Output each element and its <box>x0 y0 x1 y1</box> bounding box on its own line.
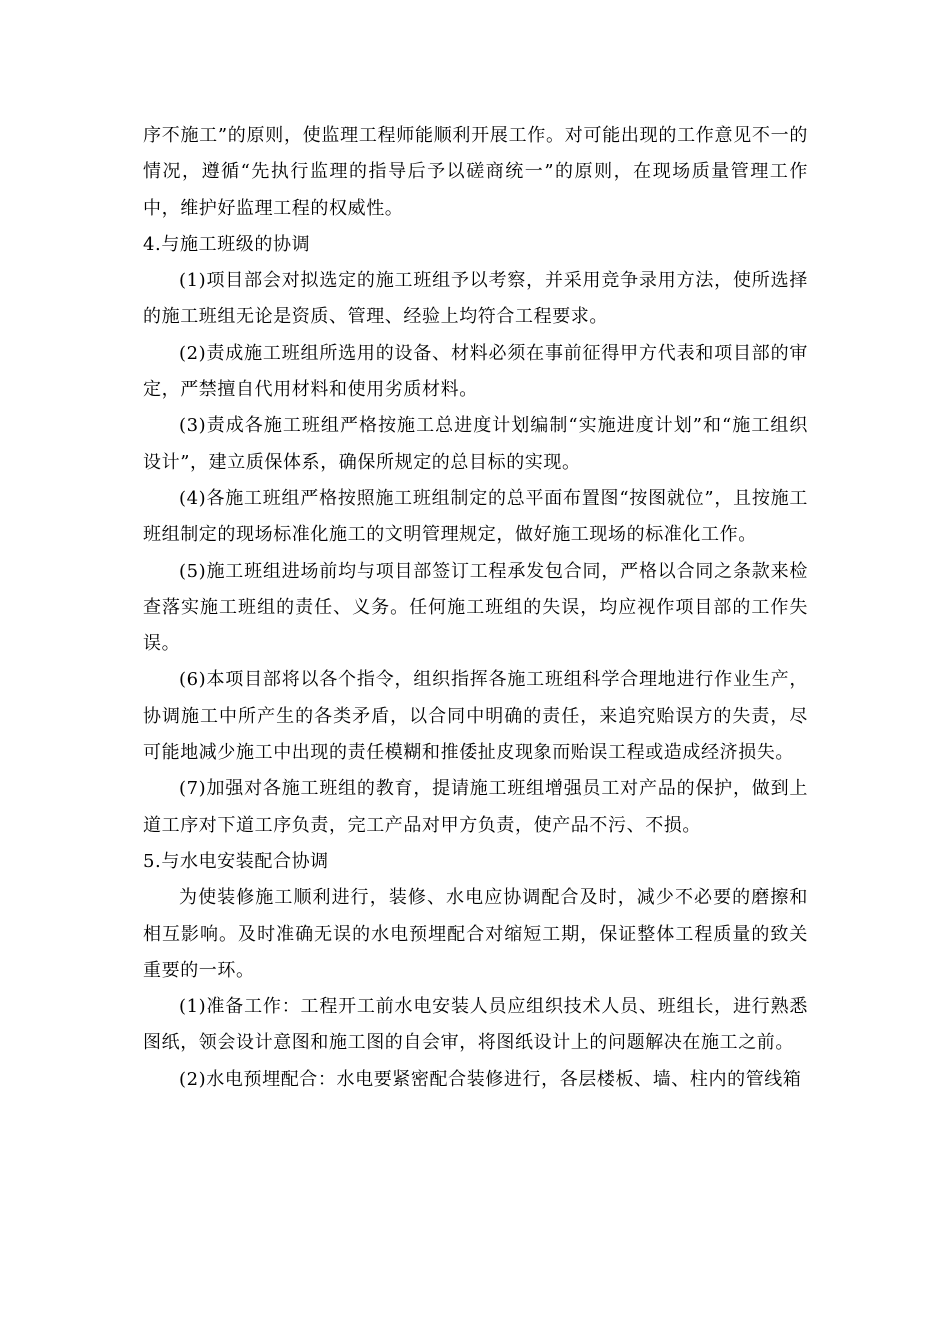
paragraph-6: (5)施工班组进场前均与项目部签订工程承发包合同，严格以合同之条款来检查落实施工班组的责任、义务。任何施工班组的失误，均应视作项目部的工作失误。 <box>143 560 808 655</box>
paragraph-11: (1)准备工作：工程开工前水电安装人员应组织技术人员、班组长，进行熟悉图纸，领会设计意图和施工图的自会审，将图纸设计上的问题解决在施工之前。 <box>143 996 808 1054</box>
paragraph-8: (7)加强对各施工班组的教育，提请施工班组增强员工对产品的保护，做到上道工序对下道工序负责，完工产品对甲方负责，使产品不污、不损。 <box>143 778 808 836</box>
paragraph-3: (2)责成施工班组所选用的设备、材料必须在事前征得甲方代表和项目部的审定，严禁擅自代用材料和使用劣质材料。 <box>143 342 808 401</box>
paragraph-0: 序不施工”的原则，使监理工程师能顺利开展工作。对可能出现的工作意见不一的情况，遵循“先执行监理的指导后予以磋商统一”的原则，在现场质量管理工作中，维护好监理工程的权威性。 <box>143 125 808 219</box>
section-heading-5: 5.与水电安装配合协调 <box>143 850 329 872</box>
paragraph-7: (6)本项目部将以各个指令，组织指挥各施工班组科学合理地进行作业生产，协调施工中所产生的各类矛盾，以合同中明确的责任，来追究贻误方的失责，尽可能地减少施工中出现的责任模糊和推倭扯皮现象而贻误工程或造成经济损失。 <box>143 669 808 764</box>
paragraph-4: (3)责成各施工班组严格按施工总进度计划编制“实施进度计划”和“施工组织设计”，建立质保体系，确保所规定的总目标的实现。 <box>143 415 808 473</box>
section-heading-4: 4.与施工班级的协调 <box>143 233 311 255</box>
paragraph-10: 为使装修施工顺利进行，装修、水电应协调配合及时，减少不必要的磨擦和相互影响。及时准确无误的水电预埋配合对缩短工期，保证整体工程质量的致关重要的一环。 <box>143 887 808 981</box>
paragraph-12: (2)水电预埋配合：水电要紧密配合装修进行，各层楼板、墙、柱内的管线箱 <box>179 1068 802 1090</box>
document-body <box>143 118 808 1098</box>
paragraph-5: (4)各施工班组严格按照施工班组制定的总平面布置图“按图就位”，且按施工班组制定的现场标准化施工的文明管理规定，做好施工现场的标准化工作。 <box>143 487 808 546</box>
paragraph-2: (1)项目部会对拟选定的施工班组予以考察，并采用竞争录用方法，使所选择的施工班组无论是资质、管理、经验上均符合工程要求。 <box>143 270 808 328</box>
